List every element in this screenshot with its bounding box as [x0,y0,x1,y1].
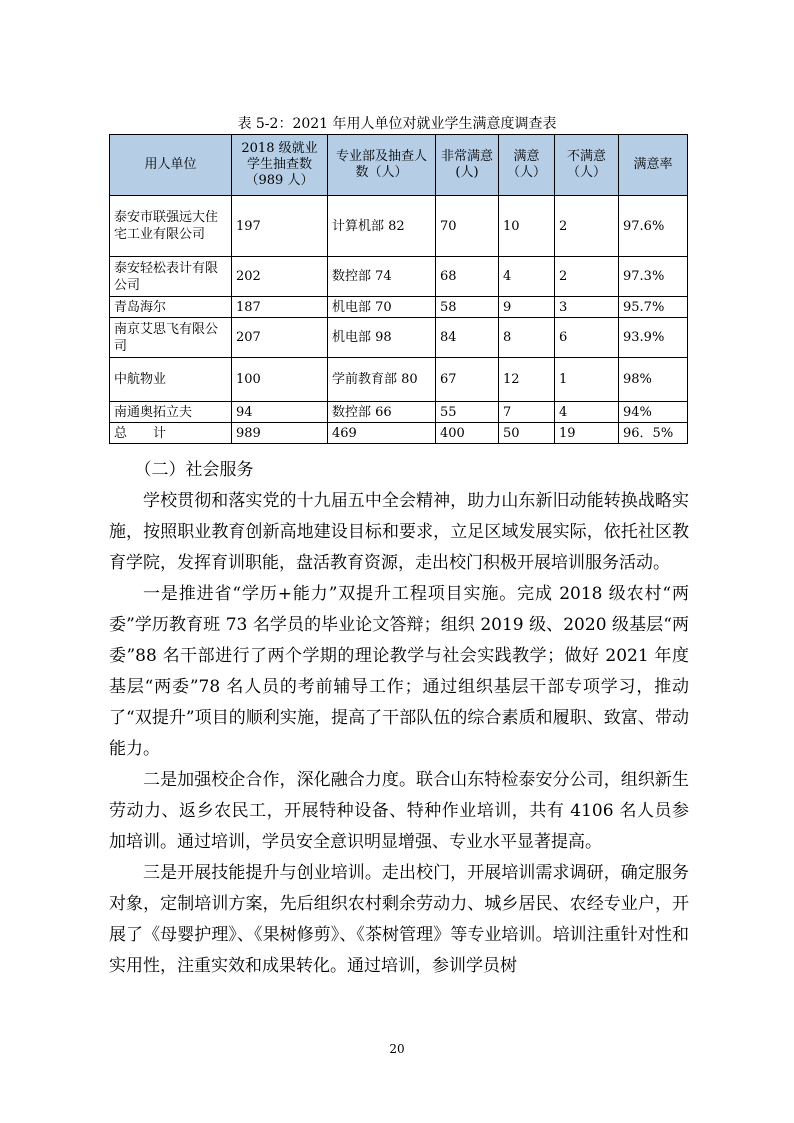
cell-total-sample-count: 989 [232,423,328,444]
page-number: 20 [389,1042,405,1056]
cell-satisfaction-rate: 95.7% [619,297,688,318]
cell-sample-count: 100 [232,358,328,402]
cell-very-satisfied: 55 [436,402,499,423]
cell-satisfied: 4 [499,257,555,297]
cell-department: 数控部 66 [328,402,436,423]
cell-unsatisfied: 6 [555,318,619,358]
cell-satisfied: 12 [499,358,555,402]
cell-very-satisfied: 67 [436,358,499,402]
cell-sample-count: 187 [232,297,328,318]
table-row [110,318,688,358]
header-satisfied: 满意（人） [499,135,555,196]
cell-satisfaction-rate: 98% [619,358,688,402]
table-row [110,402,688,423]
header-sample-count: 2018 级就业学生抽查数（989 人） [232,135,328,196]
cell-sample-count: 197 [232,196,328,257]
cell-unsatisfied: 3 [555,297,619,318]
cell-unsatisfied: 4 [555,402,619,423]
header-unsatisfied: 不满意（人） [555,135,619,196]
cell-satisfied: 10 [499,196,555,257]
cell-satisfied: 9 [499,297,555,318]
cell-department: 数控部 74 [328,257,436,297]
paragraph-skills-training: 三是开展技能提升与创业培训。走出校门，开展培训需求调研，确定服务对象，定制培训方案，先后组织农村剩余劳动力、城乡居民、农经专业户，开展了《母婴护理》、《果树修剪》、《茶树管理》等专业培训。培训注重针对性和实用性，注重实效和成果转化。通过培训，参训学员树 [109,863,689,976]
satisfaction-survey-table [109,134,688,444]
cell-unsatisfied: 2 [555,196,619,257]
cell-department: 机电部 98 [328,318,436,358]
cell-total-satisfaction-rate: 96．5% [619,423,688,444]
section-body [109,455,689,982]
cell-total-department: 469 [328,423,436,444]
cell-total-unsatisfied: 19 [555,423,619,444]
cell-department: 计算机部 82 [328,196,436,257]
section-heading: （二）社会服务 [134,460,254,480]
table-row [110,257,688,297]
cell-employer: 泰安市联强远大住宅工业有限公司 [110,196,232,257]
table-row [110,196,688,257]
cell-satisfied: 8 [499,318,555,358]
header-department: 专业部及抽查人数（人） [328,135,436,196]
header-employer: 用人单位 [110,135,232,196]
cell-sample-count: 202 [232,257,328,297]
table-row [110,358,688,402]
cell-sample-count: 94 [232,402,328,423]
cell-unsatisfied: 2 [555,257,619,297]
cell-satisfaction-rate: 97.6% [619,196,688,257]
table-header-row [110,135,688,196]
cell-sample-count: 207 [232,318,328,358]
cell-satisfaction-rate: 97.3% [619,257,688,297]
cell-satisfied: 7 [499,402,555,423]
cell-very-satisfied: 84 [436,318,499,358]
cell-total-satisfied: 50 [499,423,555,444]
cell-employer: 青岛海尔 [110,297,232,318]
cell-department: 学前教育部 80 [328,358,436,402]
cell-satisfaction-rate: 94% [619,402,688,423]
cell-satisfaction-rate: 93.9% [619,318,688,358]
cell-employer: 中航物业 [110,358,232,402]
cell-very-satisfied: 58 [436,297,499,318]
header-very-satisfied: 非常满意(人) [436,135,499,196]
cell-unsatisfied: 1 [555,358,619,402]
cell-total-very-satisfied: 400 [436,423,499,444]
table-caption: 表 5-2：2021 年用人单位对就业学生满意度调查表 [237,116,557,132]
cell-very-satisfied: 70 [436,196,499,257]
cell-employer: 南京艾思飞有限公司 [110,318,232,358]
cell-department: 机电部 70 [328,297,436,318]
paragraph-school-enterprise: 二是加强校企合作，深化融合力度。联合山东特检泰安分公司，组织新生劳动力、返乡农民工，开展特种设备、特种作业培训，共有 4106 名人员参加培训。通过培训，学员安全意识明显增强、专业水平显著提高。 [109,770,689,852]
paragraph-intro: 学校贯彻和落实党的十九届五中全会精神，助力山东新旧动能转换战略实施，按照职业教育创新高地建设目标和要求，立足区域发展实际，依托社区教育学院，发挥育训职能，盘活教育资源，走出校门积极开展培训服务活动。 [109,491,689,573]
table-row [110,297,688,318]
table-total-row [110,423,688,444]
cell-very-satisfied: 68 [436,257,499,297]
header-satisfaction-rate: 满意率 [619,135,688,196]
cell-employer: 南通奥拓立夫 [110,402,232,423]
cell-total-label: 总 计 [110,423,232,444]
cell-employer: 泰安轻松表计有限公司 [110,257,232,297]
paragraph-dual-improvement: 一是推进省“学历+能力”双提升工程项目实施。完成 2018 级农村“两委”学历教育班 73 名学员的毕业论文答辩；组织 2019 级、2020 级基层“两委”88 名干部进行了两个学期的理论教学与社会实践教学；做好 2021 年度基层“两委”78 名人员的考前辅导工作；通过组织基层干部专项学习，推动了“双提升”项目的顺利实施，提高了干部队伍的综合素质和履职、致富、带动能力。 [109,584,689,759]
